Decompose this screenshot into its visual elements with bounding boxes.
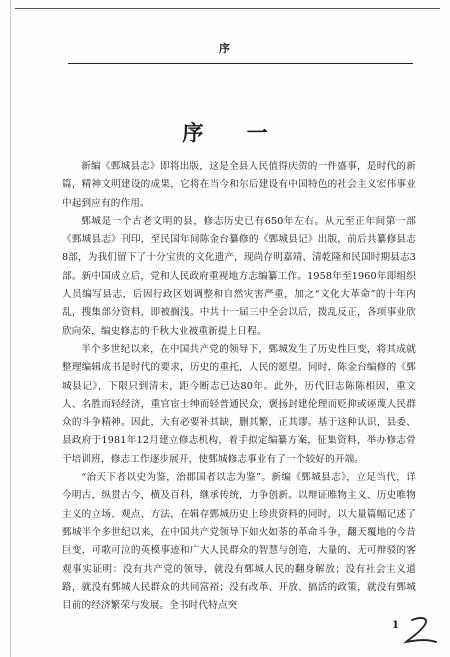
paragraph-4: “治天下者以史为鉴，治郡国者以志为鉴”。新编《鄄城县志》，立足当代，详今明古，纵贯古今，横及百科，继承传统，力争创新。以辩证唯物主义、历史唯物主义的立场、观点、方法，在辑存鄄城历史上珍贵资料的同时，以大量篇幅记述了鄄城半个多世纪以来，在中国共产党领导下如火如荼的革命斗争，翻天覆地的今昔巨变，可歌可泣的英模事迹和广大人民群众的智慧与创造，大量的、无可辩驳的客观事实证明：没有共产党的领导，就没有鄄城人民的翻身解放；没有社会主义道路，就没有鄄城人民群众的共同富裕；没有改革、开放、搞活的政策，就没有鄄城目前的经济繁荣与发展。全书时代特点突 [62,472,416,612]
paragraph-3: 半个多世纪以来，在中国共产党的领导下，鄄城发生了历史性巨变，将其成就整理编辑成书是时代的要求，历史的重托，人民的愿望。同时，陈金台编修的《鄄城县记》，下限只到清末，距今断志已达80年。此外，历代旧志陈陈相因，重文人、名胜而轻经济，重官宦士绅而轻普通民众，褒扬封建伦理而贬抑或诬蔑人民群众的斗争精神。因此，大有必要补其缺，删其繁，正其谬。基于这种认识，县委、县政府于1981年12月建立修志机构，着手拟定编纂方案，征集资料，举办修志骨干培训班，修志工作逐步展开，使鄄城修志事业有了一个较好的开端。 [62,343,416,465]
page-top-border [15,8,440,9]
header-rule [68,63,413,64]
scan-edge-line [10,0,11,657]
page-number: 1 [392,620,399,631]
page-title: 序 一 [182,120,286,145]
handwritten-mark-icon [400,612,440,648]
paragraph-1: 新编《鄄城县志》即将出版，这是全县人民值得庆贺的一件盛事，是时代的新篇，精神文明建设的成果，它将在当今和尔后建设有中国特色的社会主义宏伟事业中起到应有的作用。 [62,161,416,209]
body-text [62,158,416,615]
paragraph-2: 鄄城是一个古老文明的县，修志历史已有650年左右。从元至正年间第一部《鄄城县志》刊印，至民国年间陈金台纂修的《鄄城县记》出版，前后共纂修县志8部，为我们留下了十分宝贵的文化遗产，现尚存明嘉靖、清乾隆和民国时期县志3部。新中国成立后，党和人民政府重视地方志编纂工作。1958年至1960年即组织人员编写县志，后因行政区划调整和自然灾害严重，加之“文化大革命”的十年内乱，搜集部分资料，即被搁浅。中共十一届三中全会以后，拨乱反正，各项事业欣欣向荣，编史修志的千秋大业被重新提上日程。 [62,215,416,337]
running-head: 序 [219,42,231,55]
